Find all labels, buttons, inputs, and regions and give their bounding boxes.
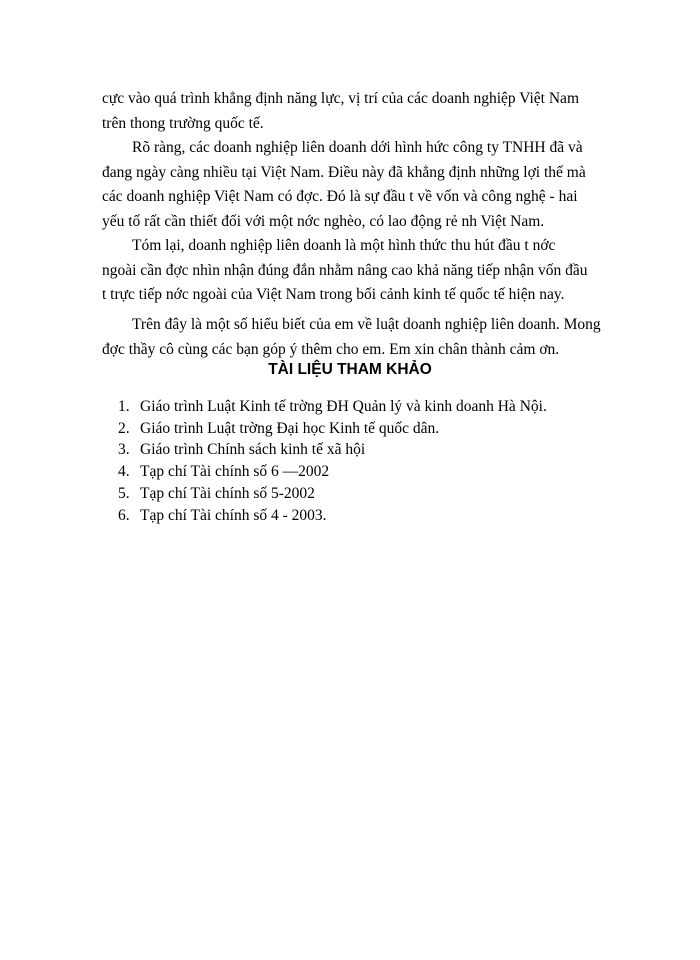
list-item <box>118 483 547 505</box>
text-line: t trực tiếp nớc ngoài của Việt Nam trong bối cảnh kinh tế quốc tế hiện nay. <box>102 286 565 303</box>
list-item-number: 4. <box>118 463 130 481</box>
text-line: yếu tố rất cần thiết đối với một nớc nghèo, có lao động rẻ nh Việt Nam. <box>102 212 545 230</box>
text-line: trên thong trường quốc tế. <box>102 114 264 132</box>
text-line: Tóm lại, doanh nghiệp liên doanh là một hình thức thu hút đầu t nớc <box>132 237 556 254</box>
list-item-text: Tạp chí Tài chính số 4 - 2003. <box>140 506 327 524</box>
list-item-text: Giáo trình Chính sách kinh tế xã hội <box>140 441 366 459</box>
list-item-text: Giáo trình Luật trờng Đại học Kinh tế quốc dân. <box>140 419 440 437</box>
references-heading: TÀI LIỆU THAM KHẢO <box>268 361 432 378</box>
paragraph-continuation <box>102 87 634 136</box>
list-item-number: 5. <box>118 484 130 502</box>
paragraph-joint-venture-benefits <box>102 136 634 234</box>
paragraph-closing <box>102 313 634 362</box>
list-item <box>118 418 547 440</box>
list-item-text: Tạp chí Tài chính số 5-2002 <box>140 484 315 502</box>
text-line: đang ngày càng nhiều tại Việt Nam. Điều này đã khẳng định những lợi thế mà <box>102 163 586 181</box>
list-item <box>118 461 547 483</box>
list-item-number: 1. <box>118 398 130 415</box>
text-line: các doanh nghiệp Việt Nam có đợc. Đó là sự đầu t về vốn và công nghệ - hai <box>102 188 578 205</box>
text-line: ngoài cần đợc nhìn nhận đúng đắn nhằm nâng cao khả năng tiếp nhận vốn đầu <box>102 261 588 279</box>
references-list <box>118 396 547 526</box>
list-item <box>118 505 547 527</box>
paragraph-summary <box>102 234 634 308</box>
text-line: đợc thầy cô cùng các bạn góp ý thêm cho em. Em xin chân thành cảm ơn. <box>102 340 560 358</box>
list-item-number: 6. <box>118 506 130 524</box>
list-item-number: 3. <box>118 441 130 459</box>
list-item-text: Giáo trình Luật Kinh tế trờng ĐH Quản lý và kinh doanh Hà Nội. <box>140 398 547 415</box>
list-item <box>118 439 547 461</box>
text-line: Rõ ràng, các doanh nghiệp liên doanh dới hình hức công ty TNHH đã và <box>132 139 583 156</box>
text-line: cực vào quá trình khẳng định năng lực, vị trí của các doanh nghiệp Việt Nam <box>102 90 579 107</box>
list-item-text: Tạp chí Tài chính số 6 —2002 <box>140 463 330 481</box>
text-line: Trên đây là một số hiểu biết của em về luật doanh nghiệp liên doanh. Mong <box>132 316 601 333</box>
list-item <box>118 396 547 418</box>
list-item-number: 2. <box>118 419 130 437</box>
